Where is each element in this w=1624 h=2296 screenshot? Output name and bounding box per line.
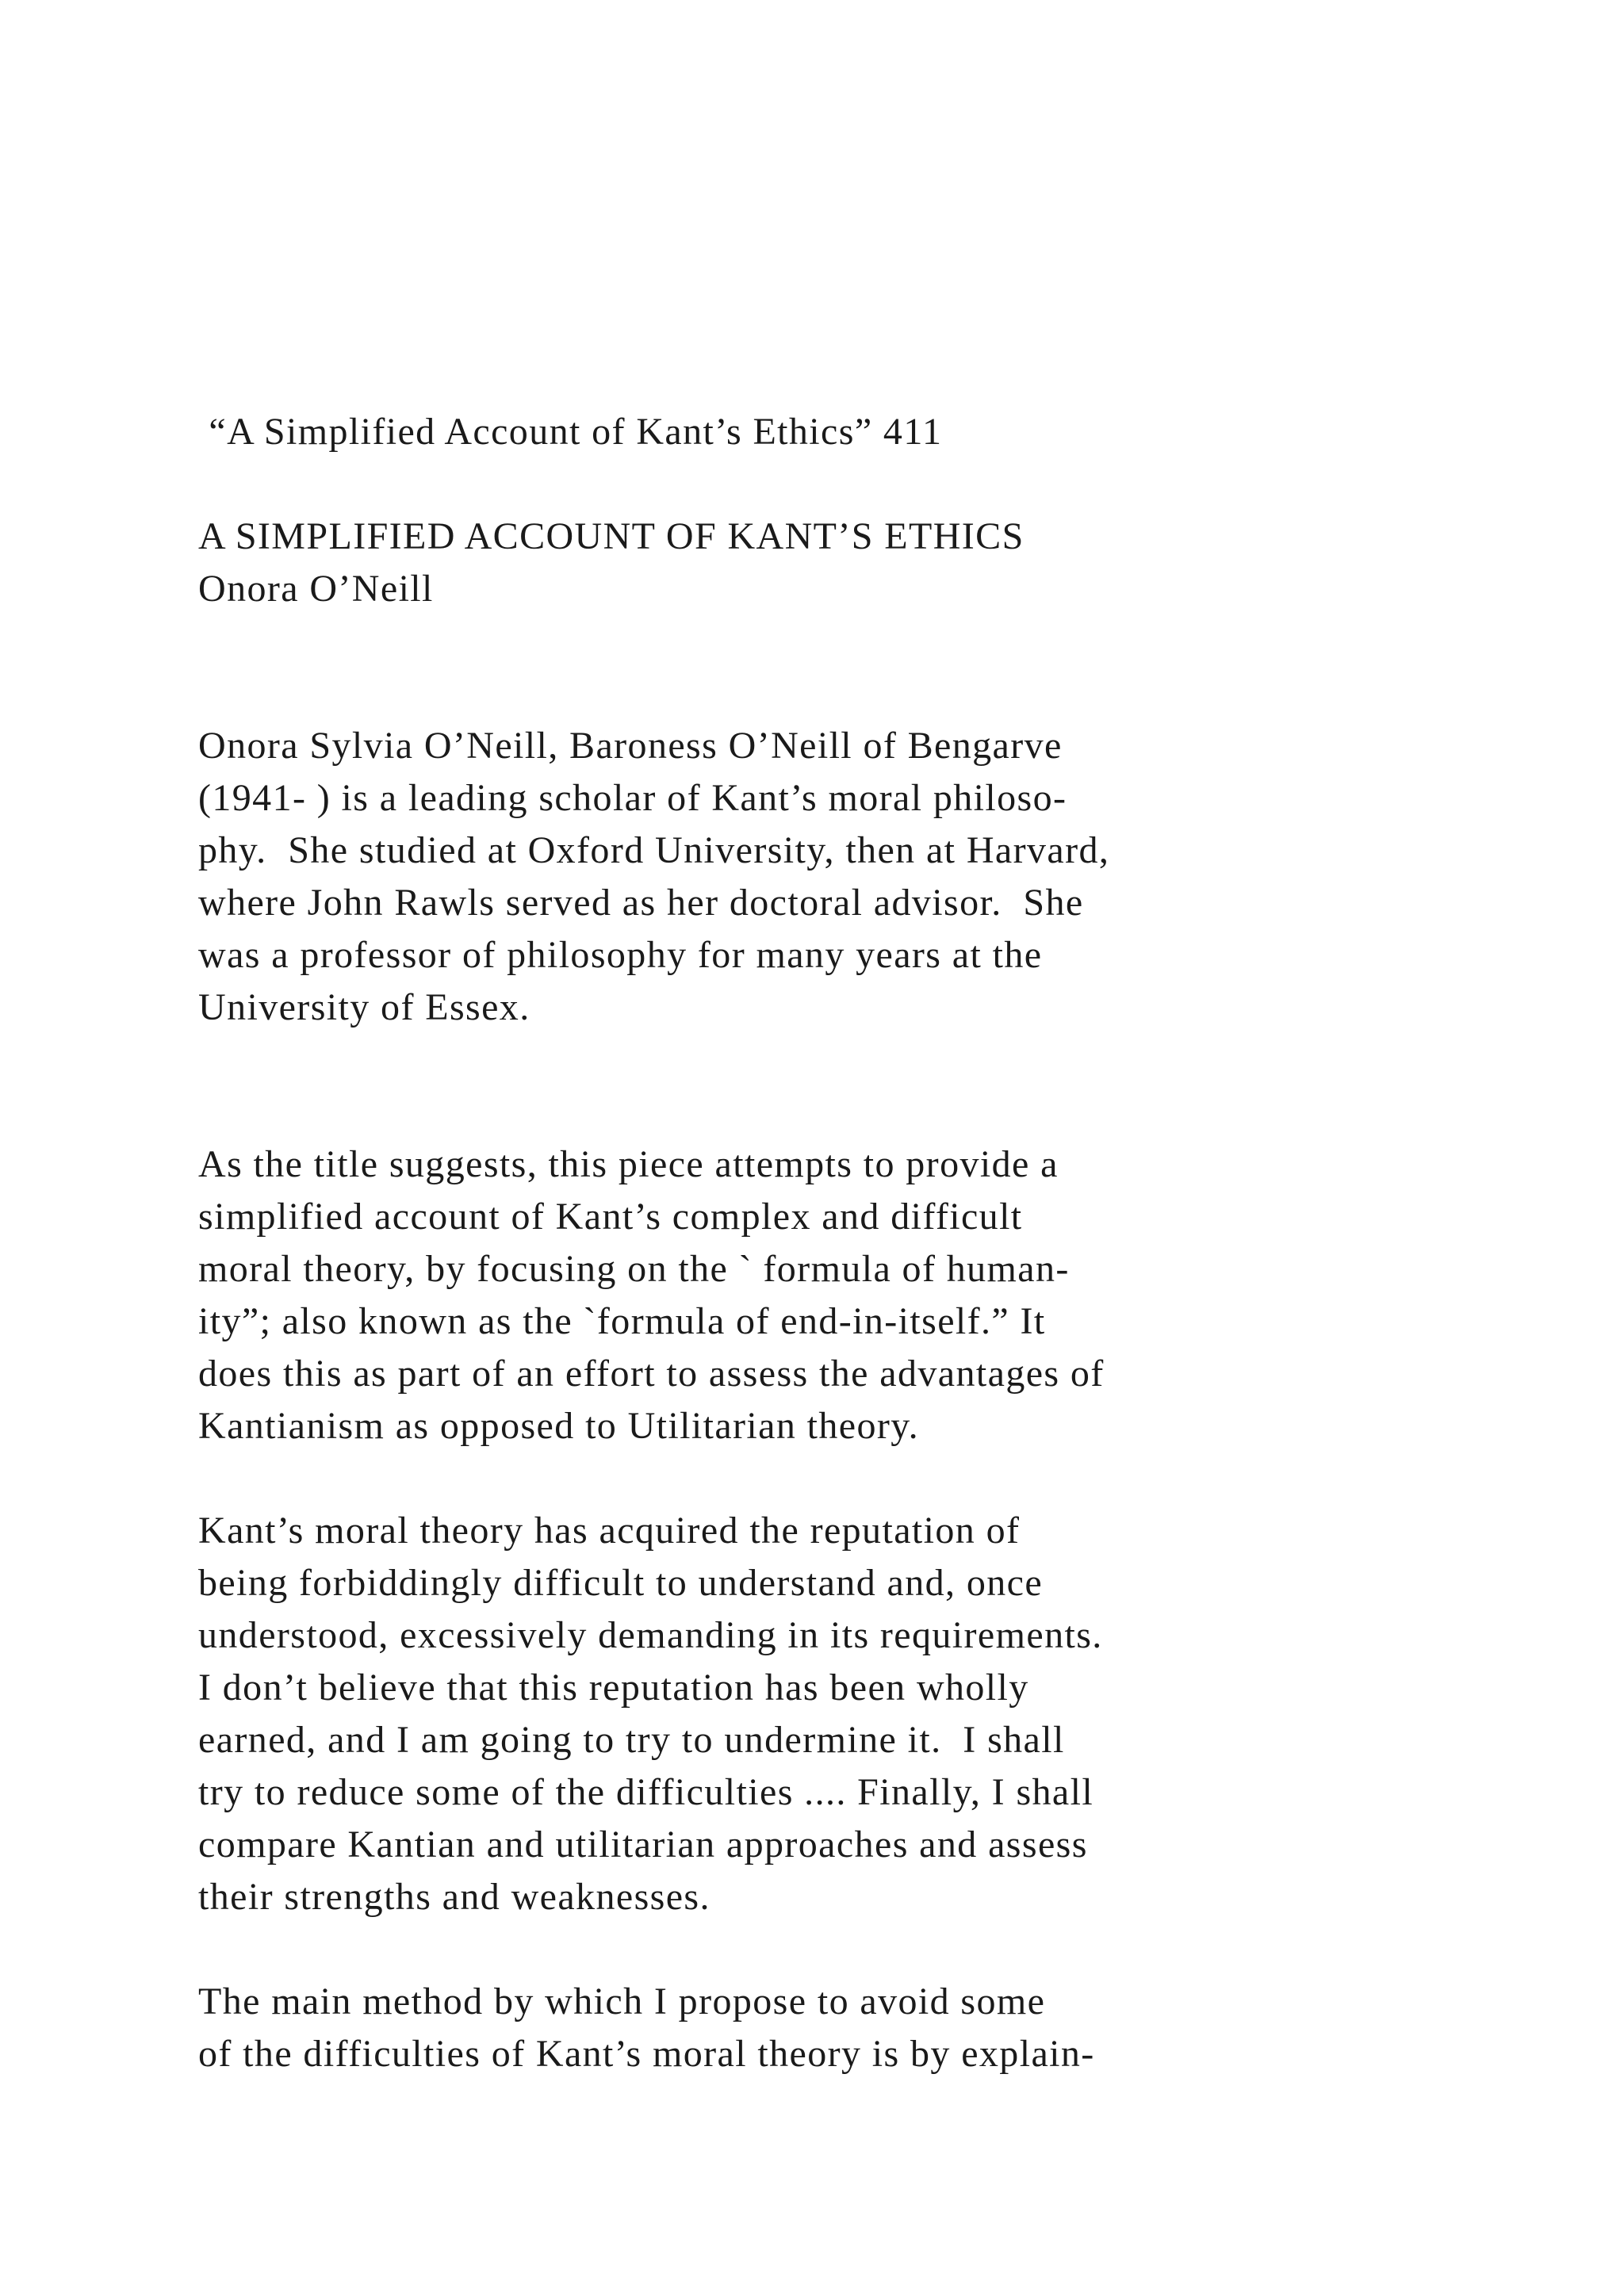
text-line: compare Kantian and utilitarian approaches and assess: [198, 1823, 1088, 1866]
text-line: ity”; also known as the `formula of end-in-itself.” It: [198, 1300, 1046, 1342]
text-line: moral theory, by focusing on the ` formula of human-: [198, 1248, 1070, 1290]
text-line: phy. She studied at Oxford University, then at Harvard,: [198, 829, 1110, 871]
text-line: The main method by which I propose to avoid some: [198, 1980, 1046, 2022]
running-header: “A Simplified Account of Kant’s Ethics” 411: [198, 411, 943, 453]
text-line: Kant’s moral theory has acquired the reputation of: [198, 1510, 1021, 1552]
text-line: understood, excessively demanding in its requirements.: [198, 1614, 1103, 1656]
text-line: of the difficulties of Kant’s moral theory is by explain-: [198, 2033, 1095, 2075]
text-line: Kantianism as opposed to Utilitarian theory.: [198, 1405, 919, 1447]
text-line: being forbiddingly difficult to understand and, once: [198, 1562, 1044, 1604]
text-line: University of Essex.: [198, 986, 530, 1028]
text-line: I don’t believe that this reputation has been wholly: [198, 1667, 1029, 1709]
text-line: their strengths and weaknesses.: [198, 1876, 710, 1918]
text-line: Onora Sylvia O’Neill, Baroness O’Neill of Bengarve: [198, 725, 1063, 767]
article-author: Onora O’Neill: [198, 568, 434, 610]
text-line: As the title suggests, this piece attempts to provide a: [198, 1143, 1059, 1185]
text-line: earned, and I am going to try to undermine it. I shall: [198, 1719, 1065, 1761]
text-line: try to reduce some of the difficulties .... Finally, I shall: [198, 1771, 1094, 1813]
article-title: A SIMPLIFIED ACCOUNT OF KANT’S ETHICS: [198, 515, 1025, 557]
text-line: was a professor of philosophy for many years at the: [198, 934, 1043, 976]
text-line: where John Rawls served as her doctoral advisor. She: [198, 882, 1084, 924]
text-line: does this as part of an effort to assess the advantages of: [198, 1353, 1105, 1395]
text-line: (1941- ) is a leading scholar of Kant’s moral philoso-: [198, 777, 1067, 819]
text-line: simplified account of Kant’s complex and difficult: [198, 1196, 1023, 1238]
